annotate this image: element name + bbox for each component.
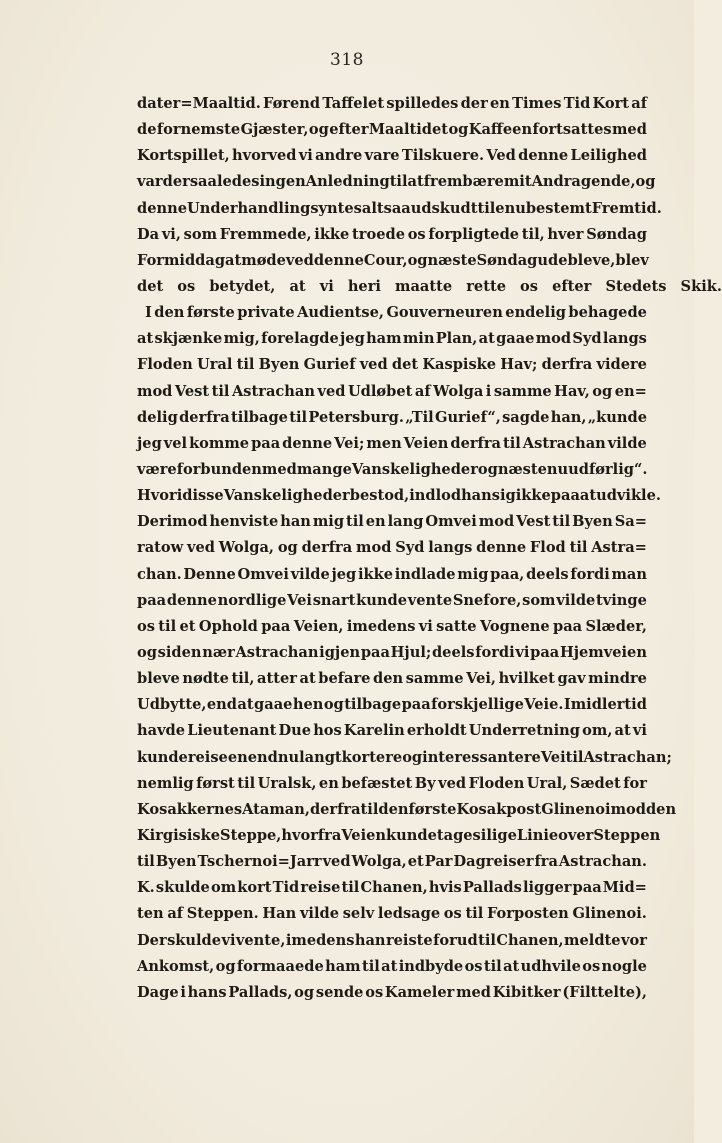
text-line: Dage i hans Pallads, og sende os Kameler med Kibitker (Filttelte), [137,983,647,1001]
text-line: kunde reise en endnu langt kortere og interessantere Vei til Astrachan; [137,748,672,766]
text-line: I den første private Audientse, Gouverneuren endelig behagede [145,304,647,322]
text-line: Da vi, som Fremmede, ikke troede os forpligtede til, hver Søndag [137,225,647,243]
text-line: at skjænke mig, forelagde jeg ham min Plan, at gaae mod Syd langs [137,330,647,348]
text-line: Kortspillet, hvorved vi andre vare Tilskuere. Ved denne Leilighed [137,147,647,165]
text-line: Floden Ural til Byen Gurief ved det Kaspiske Hav; derfra videre [137,356,647,374]
text-line: de fornemste Gjæster, og efter Maaltidet og Kaffeen fortsattes med [137,121,647,139]
text-line: Kosakkernes Ataman, derfra til den første Kosakpost Glinenoi mod den [137,800,677,818]
text-line: ratow ved Wolga, og derfra mod Syd langs denne Flod til Astra= [137,539,647,557]
text-line: havde Lieutenant Due hos Karelin erholdt Underretning om, at vi [137,722,647,740]
text-line: ten af Steppen. Han vilde selv ledsage os til Forposten Glinenoi. [137,905,647,923]
text-line: K. skulde om kort Tid reise til Chanen, hvis Pallads ligger paa Mid= [137,879,647,897]
text-line: det os betydet, at vi heri maatte rette os efter Stedets Skik. [137,277,722,295]
text-line: paa denne nordlige Vei snart kunde vente Snefore, som vilde tvinge [137,591,647,609]
page-number: 318 [330,50,364,70]
text-line: nemlig først til Uralsk, en befæstet By ved Floden Ural, Sædet for [137,774,647,792]
text-line: og siden nær Astrachan igjen paa Hjul; deels fordi vi paa Hjemveien [137,643,647,661]
text-line: jeg vel komme paa denne Vei; men Veien derfra til Astrachan vilde [137,434,647,452]
text-line: chan. Denne Omvei vilde jeg ikke indlade mig paa, deels fordi man [137,565,647,583]
text-line: delig derfra tilbage til Petersburg. „Til Gurief“, sagde han, „kunde [137,408,647,426]
text-line: til Byen Tschernoi=Jarr ved Wolga, et Par Dagreiser fra Astrachan. [137,853,647,871]
text-line: denne Underhandling syntes altsaa udskudt til en ubestemt Fremtid. [137,199,662,217]
text-line: os til et Ophold paa Veien, imedens vi satte Vognene paa Slæder, [137,617,647,635]
text-line: være forbunden med mange Vanskeligheder og næsten uudførlig“. [137,460,648,478]
text-line: mod Vest til Astrachan ved Udløbet af Wolga i samme Hav, og en= [137,382,647,400]
text-line: Ankomst, og formaaede ham til at indbyde os til at udhvile os nogle [137,957,647,975]
text-line: Der skulde vi vente, imedens han reiste forud til Chanen, meldte vor [137,931,647,949]
text-line: Kirgisiske Steppe, hvorfra Veien kunde tages i lige Linie over Steppen [137,826,661,844]
text-line: var der saaledes ingen Anledning til at frembære mit Andragende, og [137,173,656,191]
text-line: dater=Maaltid. Førend Taffelet spilledes der en Times Tid Kort af [137,95,647,112]
body-text [137,91,722,1006]
text-line: Formiddag at møde ved denne Cour, og næste Søndag udebleve, blev [137,251,649,269]
text-line: bleve nødte til, atter at befare den samme Vei, hvilket gav mindre [137,670,647,688]
text-line: Hvori disse Vanskeligheder bestod, indlod han sig ikke paa at udvikle. [137,487,661,505]
text-line: Udbytte, end at gaae hen og tilbage paa forskjellige Veie. Imidlertid [137,696,647,714]
text-line: Derimod henviste han mig til en lang Omvei mod Vest til Byen Sa= [137,513,647,531]
